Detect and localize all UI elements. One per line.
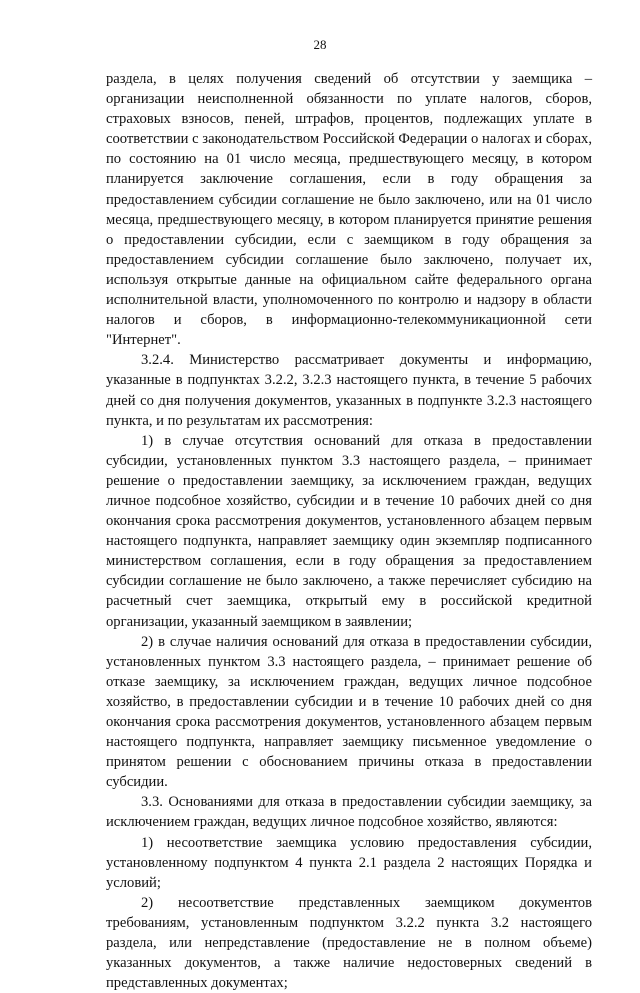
paragraph-3-2-4: 3.2.4. Министерство рассматривает документы и информацию, указанные в подпунктах 3.2.2, 3.2.3 настоящего пункта, в течение 5 рабочих дней со дня получения документов, указанных в подпункте 3.2.3 настоящего пункта, и по результатам их рассмотрения:: [106, 352, 592, 429]
document-body: [106, 69, 592, 993]
paragraph-3-3: 3.3. Основаниями для отказа в предоставлении субсидии заемщику, за исключением граждан, ведущих личное подсобное хозяйство, являются:: [106, 794, 592, 831]
paragraph-3-2-4-item-1: 1) в случае отсутствия оснований для отказа в предоставлении субсидии, установленных пунктом 3.3 настоящего раздела, – принимает решение о предоставлении заемщику, за исключением граждан, ведущих личное подсобное хозяйство, субсидии и в течение 10 рабочих дней со дня окончания срока рассмотрения документов, установленного абзацем первым настоящего подпункта, направляет заемщику один экземпляр подписанного министерством соглашения, если в году обращения за предоставлением субсидии соглашение не было заключено, а также перечисляет субсидию на расчетный счет заемщика, открытый ему в российской кредитной организации, указанный заемщиком в заявлении;: [106, 432, 592, 630]
paragraph-continuation: раздела, в целях получения сведений об отсутствии у заемщика – организации неисполненной обязанности по уплате налогов, сборов, страховых взносов, пеней, штрафов, процентов, подлежащих уплате в соответствии с законодательством Российской Федерации о налогах и сборах, по состоянию на 01 число месяца, предшествующего месяцу, в котором планируется заключение соглашения, если в году обращения за предоставлением субсидии соглашение не было заключено, или на 01 число месяца, предшествующего месяцу, в котором планируется принятие решения о предоставлении субсидии, если с заемщиком в году обращения за предоставлением субсидии соглашение было заключено, получает их, используя открытые данные на официальном сайте федерального органа исполнительной власти, уполномоченного по контролю и надзору в области налогов и сборов, в информационно-телекоммуникационной сети "Интернет".: [106, 71, 592, 349]
paragraph-3-2-4-item-2: 2) в случае наличия оснований для отказа в предоставлении субсидии, установленных пунктом 3.3 настоящего раздела, – принимает решение об отказе заемщику, за исключением граждан, ведущих личное подсобное хозяйство, в предоставлении субсидии и в течение 10 рабочих дней со дня окончания срока рассмотрения документов, установленного абзацем первым настоящего подпункта, направляет заемщику письменное уведомление о принятом решении с обоснованием причины отказа в предоставлении субсидии.: [106, 633, 592, 791]
paragraph-3-3-item-1: 1) несоответствие заемщика условию предоставления субсидии, установленному подпунктом 4 пункта 2.1 раздела 2 настоящих Порядка и условий;: [106, 834, 592, 891]
paragraph-3-3-item-2: 2) несоответствие представленных заемщиком документов требованиям, установленным подпунктом 3.2.2 пункта 3.2 настоящего раздела, или непредставление (предоставление не в полном объеме) указанных документов, а также наличие недостоверных сведений в представленных документах;: [106, 894, 592, 992]
page-number: 28: [313, 37, 327, 52]
